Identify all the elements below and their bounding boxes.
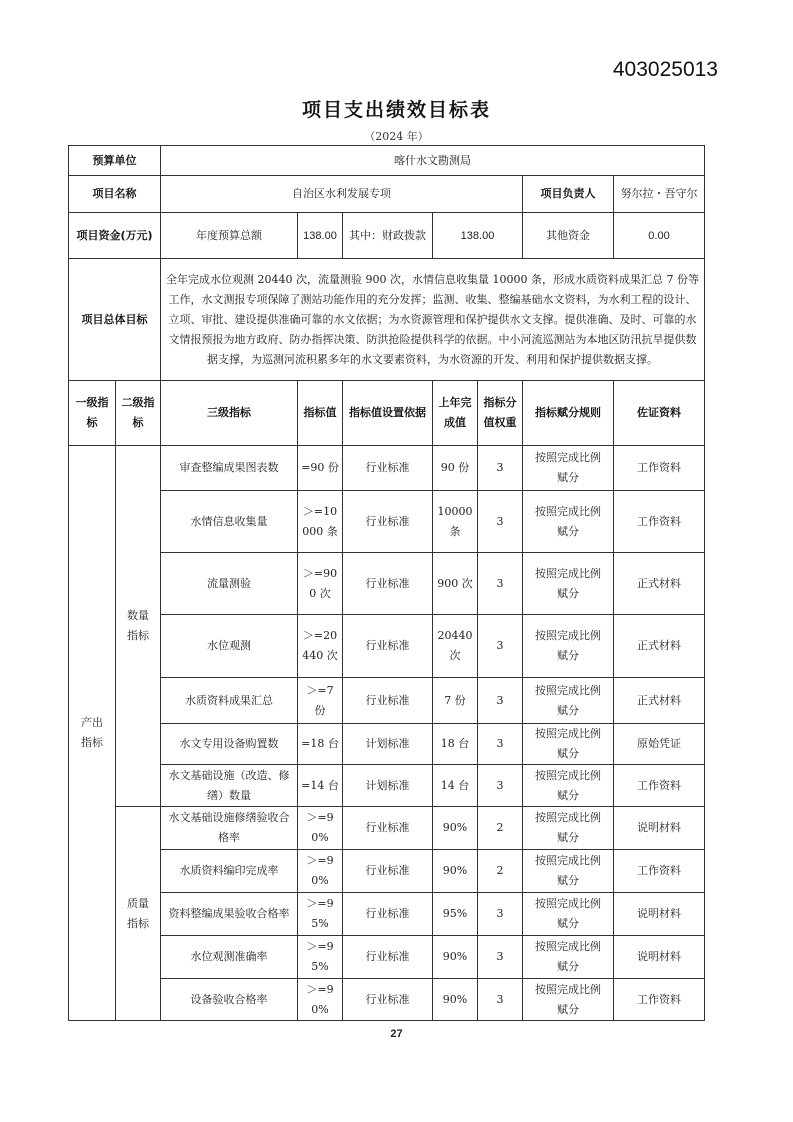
scoring-rule: 按照完成比例赋分: [523, 850, 614, 893]
overall-goal-label: 项目总体目标: [69, 259, 161, 381]
evidence-material: 工作资料: [614, 491, 705, 553]
indicator-target: ＞=95%: [298, 893, 343, 936]
scoring-rule: 按照完成比例赋分: [523, 807, 614, 850]
fiscal-label: 其中：财政拨款: [343, 213, 433, 259]
project-leader-value: 努尔拉・吾守尔: [614, 176, 705, 213]
setting-basis: 行业标准: [343, 615, 433, 678]
indicator-row: [69, 446, 705, 491]
overall-goal-row: [69, 259, 705, 381]
evidence-material: 原始凭证: [614, 724, 705, 765]
indicator-target: ＞=900 次: [298, 553, 343, 615]
project-name-label: 项目名称: [69, 176, 161, 213]
setting-basis: 行业标准: [343, 678, 433, 724]
last-year-value: 90%: [433, 850, 478, 893]
col-header-evidence: 佐证资料: [614, 381, 705, 446]
evidence-material: 工作资料: [614, 765, 705, 807]
funds-label: 项目资金(万元): [69, 213, 161, 259]
performance-target-table: [68, 145, 705, 1021]
col-header-level1: 一级指标: [69, 381, 116, 446]
budget-unit-row: [69, 146, 705, 176]
indicator-target: =18 台: [298, 724, 343, 765]
score-weight: 3: [478, 893, 523, 936]
score-weight: 3: [478, 936, 523, 979]
indicator-row: [69, 553, 705, 615]
evidence-material: 工作资料: [614, 979, 705, 1021]
indicator-name: 流量测验: [161, 553, 298, 615]
page-number: 27: [390, 1028, 403, 1040]
col-header-last-year: 上年完成值: [433, 381, 478, 446]
scoring-rule: 按照完成比例赋分: [523, 615, 614, 678]
last-year-value: 90%: [433, 936, 478, 979]
indicator-target: =14 台: [298, 765, 343, 807]
indicator-target: ＞=90%: [298, 979, 343, 1021]
indicator-name: 水位观测: [161, 615, 298, 678]
scoring-rule: 按照完成比例赋分: [523, 893, 614, 936]
score-weight: 3: [478, 765, 523, 807]
last-year-value: 900 次: [433, 553, 478, 615]
scoring-rule: 按照完成比例赋分: [523, 491, 614, 553]
indicator-target: ＞=7 份: [298, 678, 343, 724]
indicator-name: 水文基础设施修缮验收合格率: [161, 807, 298, 850]
project-funds-row: [69, 213, 705, 259]
last-year-value: 95%: [433, 893, 478, 936]
setting-basis: 行业标准: [343, 936, 433, 979]
last-year-value: 90%: [433, 979, 478, 1021]
indicator-row: [69, 979, 705, 1021]
indicator-row: [69, 678, 705, 724]
indicator-name: 设备验收合格率: [161, 979, 298, 1021]
project-name-value: 自治区水利发展专项: [161, 176, 523, 213]
fiscal-value: 138.00: [433, 213, 523, 259]
indicator-target: ＞=20440 次: [298, 615, 343, 678]
indicator-name: 水文基础设施（改造、修缮）数量: [161, 765, 298, 807]
col-header-basis: 指标值设置依据: [343, 381, 433, 446]
indicator-name: 审查整编成果图表数: [161, 446, 298, 491]
score-weight: 2: [478, 807, 523, 850]
last-year-value: 90%: [433, 807, 478, 850]
scoring-rule: 按照完成比例赋分: [523, 765, 614, 807]
setting-basis: 行业标准: [343, 491, 433, 553]
scoring-rule: 按照完成比例赋分: [523, 724, 614, 765]
scoring-rule: 按照完成比例赋分: [523, 979, 614, 1021]
indicator-name: 水文专用设备购置数: [161, 724, 298, 765]
evidence-material: 说明材料: [614, 807, 705, 850]
indicator-target: ＞=10000 条: [298, 491, 343, 553]
annual-budget-label: 年度预算总额: [161, 213, 298, 259]
last-year-value: 18 台: [433, 724, 478, 765]
last-year-value: 90 份: [433, 446, 478, 491]
indicator-row: [69, 893, 705, 936]
indicator-row: [69, 724, 705, 765]
evidence-material: 说明材料: [614, 936, 705, 979]
col-header-weight: 指标分值权重: [478, 381, 523, 446]
other-funds-value: 0.00: [614, 213, 705, 259]
evidence-material: 工作资料: [614, 446, 705, 491]
indicator-row: [69, 765, 705, 807]
col-header-rule: 指标赋分规则: [523, 381, 614, 446]
setting-basis: 计划标准: [343, 765, 433, 807]
indicator-target: ＞=90%: [298, 807, 343, 850]
score-weight: 3: [478, 724, 523, 765]
scoring-rule: 按照完成比例赋分: [523, 446, 614, 491]
indicator-target: ＞=90%: [298, 850, 343, 893]
score-weight: 2: [478, 850, 523, 893]
column-header-row: [69, 381, 705, 446]
last-year-value: 14 台: [433, 765, 478, 807]
indicator-name: 水情信息收集量: [161, 491, 298, 553]
overall-goal-text: 全年完成水位观测 20440 次，流量测验 900 次，水情信息收集量 10000 条，形成水质资料成果汇总 7 份等工作，水文测报专项保障了测站功能作用的充分发挥；监测、收集、整编基础水文资料，为水利工程的设计、立项、审批、建设提供准确可靠的水文依据；为水资源管理和保护提供水文支撑。提供准确、及时、可靠的水文情报预报为地方政府、防办指挥决策、防洪抢险提供科学的依据。中小河流巡测站为本地区防汛抗旱提供数据支撑，为巡测河流积累多年的水文要素资料，为水资源的开发、利用和保护提供数据支撑。: [161, 259, 705, 381]
scoring-rule: 按照完成比例赋分: [523, 936, 614, 979]
score-weight: 3: [478, 553, 523, 615]
evidence-material: 正式材料: [614, 553, 705, 615]
indicator-row: [69, 491, 705, 553]
scoring-rule: 按照完成比例赋分: [523, 678, 614, 724]
indicator-name: 水质资料成果汇总: [161, 678, 298, 724]
evidence-material: 工作资料: [614, 850, 705, 893]
evidence-material: 正式材料: [614, 615, 705, 678]
budget-unit-label: 预算单位: [69, 146, 161, 176]
score-weight: 3: [478, 979, 523, 1021]
indicator-row: [69, 615, 705, 678]
last-year-value: 20440 次: [433, 615, 478, 678]
setting-basis: 行业标准: [343, 979, 433, 1021]
score-weight: 3: [478, 446, 523, 491]
annual-budget-value: 138.00: [298, 213, 343, 259]
indicator-name: 水位观测准确率: [161, 936, 298, 979]
project-leader-label: 项目负责人: [523, 176, 614, 213]
other-funds-label: 其他资金: [523, 213, 614, 259]
score-weight: 3: [478, 678, 523, 724]
score-weight: 3: [478, 615, 523, 678]
last-year-value: 10000 条: [433, 491, 478, 553]
indicator-row: [69, 936, 705, 979]
setting-basis: 行业标准: [343, 807, 433, 850]
score-weight: 3: [478, 491, 523, 553]
budget-unit-value: 喀什水文勘测局: [161, 146, 705, 176]
col-header-target: 指标值: [298, 381, 343, 446]
evidence-material: 正式材料: [614, 678, 705, 724]
year-label: （2024 年）: [364, 130, 429, 143]
setting-basis: 行业标准: [343, 850, 433, 893]
indicator-row: [69, 850, 705, 893]
indicator-target: ＞=95%: [298, 936, 343, 979]
project-name-row: [69, 176, 705, 213]
setting-basis: 计划标准: [343, 724, 433, 765]
indicator-name: 水质资料编印完成率: [161, 850, 298, 893]
indicator-name: 资料整编成果验收合格率: [161, 893, 298, 936]
evidence-material: 说明材料: [614, 893, 705, 936]
col-header-level3: 三级指标: [161, 381, 298, 446]
level2-indicator: 质量指标: [116, 807, 161, 1021]
setting-basis: 行业标准: [343, 446, 433, 491]
setting-basis: 行业标准: [343, 893, 433, 936]
scoring-rule: 按照完成比例赋分: [523, 553, 614, 615]
setting-basis: 行业标准: [343, 553, 433, 615]
level1-indicator: 产出指标: [69, 446, 116, 1021]
col-header-level2: 二级指标: [116, 381, 161, 446]
indicator-row: [69, 807, 705, 850]
level2-indicator: 数量指标: [116, 446, 161, 807]
indicator-target: =90 份: [298, 446, 343, 491]
document-code: 403025013: [612, 58, 718, 81]
page-title: 项目支出绩效目标表: [301, 99, 491, 121]
last-year-value: 7 份: [433, 678, 478, 724]
